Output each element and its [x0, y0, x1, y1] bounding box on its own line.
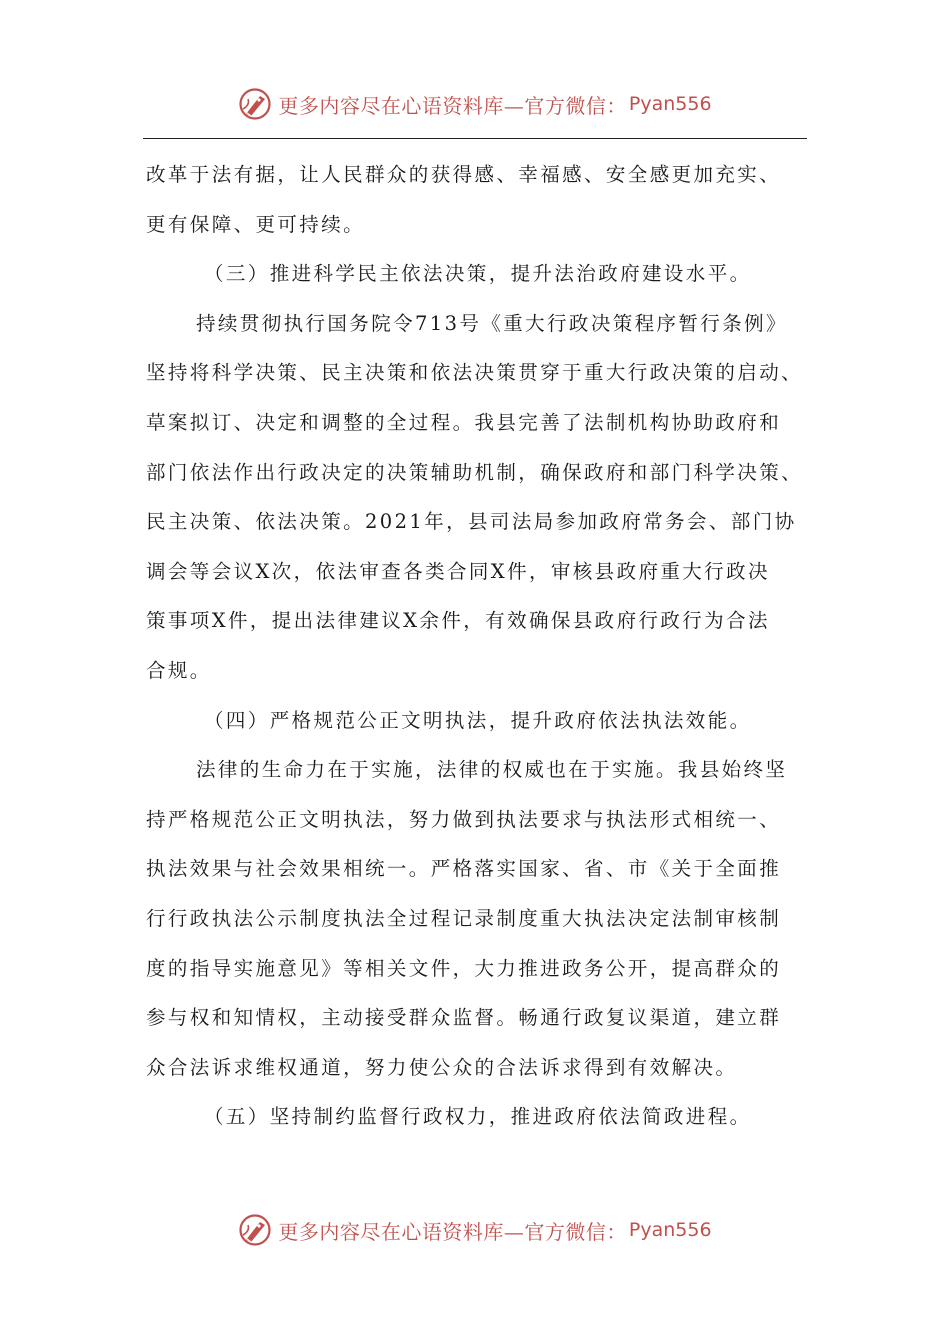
body-text-line: 合规。: [146, 658, 212, 682]
section-heading: （五）坚持制约监督行政权力，推进政府依法简政进程。: [204, 1105, 752, 1129]
body-text-line: 草案拟订、决定和调整的全过程。我县完善了法制机构协助政府和: [146, 410, 782, 434]
pen-nib-logo-icon: [238, 87, 272, 121]
body-text-line: 改革于法有据，让人民群众的获得感、幸福感、安全感更加充实、: [146, 163, 782, 186]
body-text-line: 更有保障、更可持续。: [146, 212, 366, 236]
section-heading: （四）严格规范公正文明执法，提升政府依法执法效能。: [204, 708, 752, 732]
body-text-line: 部门依法作出行政决定的决策辅助机制，确保政府和部门科学决策、: [146, 460, 804, 484]
body-text-line: 参与权和知情权，主动接受群众监督。畅通行政复议渠道，建立群: [146, 1006, 782, 1030]
body-text-line: 执法效果与社会效果相统一。严格落实国家、省、市《关于全面推: [146, 857, 782, 881]
document-body: [146, 150, 814, 1142]
body-text-line: 度的指导实施意见》等相关文件，大力推进政务公开，提高群众的: [146, 956, 782, 980]
body-text-line: 众合法诉求维权通道，努力使公众的合法诉求得到有效解决。: [146, 1055, 738, 1079]
body-text-line: 持续贯彻执行国务院令713号《重大行政决策程序暂行条例》: [196, 311, 788, 335]
section-heading: （三）推进科学民主依法决策，提升法治政府建设水平。: [204, 262, 752, 286]
body-text-line: 策事项X件，提出法律建议X余件，有效确保县政府行政行为合法: [146, 609, 770, 633]
body-text-line: 民主决策、依法决策。2021年，县司法局参加政府常务会、部门协: [146, 510, 797, 534]
header-banner: [0, 84, 950, 124]
footer-banner: [0, 1210, 950, 1250]
body-text-line: 坚持将科学决策、民主决策和依法决策贯穿于重大行政决策的启动、: [146, 361, 804, 385]
header-banner-handle: Pyan556: [628, 93, 712, 115]
header-banner-text: 更多内容尽在心语资料库—官方微信：: [278, 93, 627, 118]
body-text-line: 持严格规范公正文明执法，努力做到执法要求与执法形式相统一、: [146, 807, 782, 831]
body-text-line: 法律的生命力在于实施，法律的权威也在于实施。我县始终坚: [196, 758, 788, 782]
body-text-line: 行行政执法公示制度执法全过程记录制度重大执法决定法制审核制: [146, 906, 782, 930]
footer-banner-handle: Pyan556: [628, 1219, 712, 1241]
header-divider: [143, 138, 807, 139]
footer-banner-text: 更多内容尽在心语资料库—官方微信：: [278, 1219, 627, 1244]
body-text-line: 调会等会议X次，依法审查各类合同X件，审核县政府重大行政决: [146, 559, 770, 583]
pen-nib-logo-icon: [238, 1213, 272, 1247]
